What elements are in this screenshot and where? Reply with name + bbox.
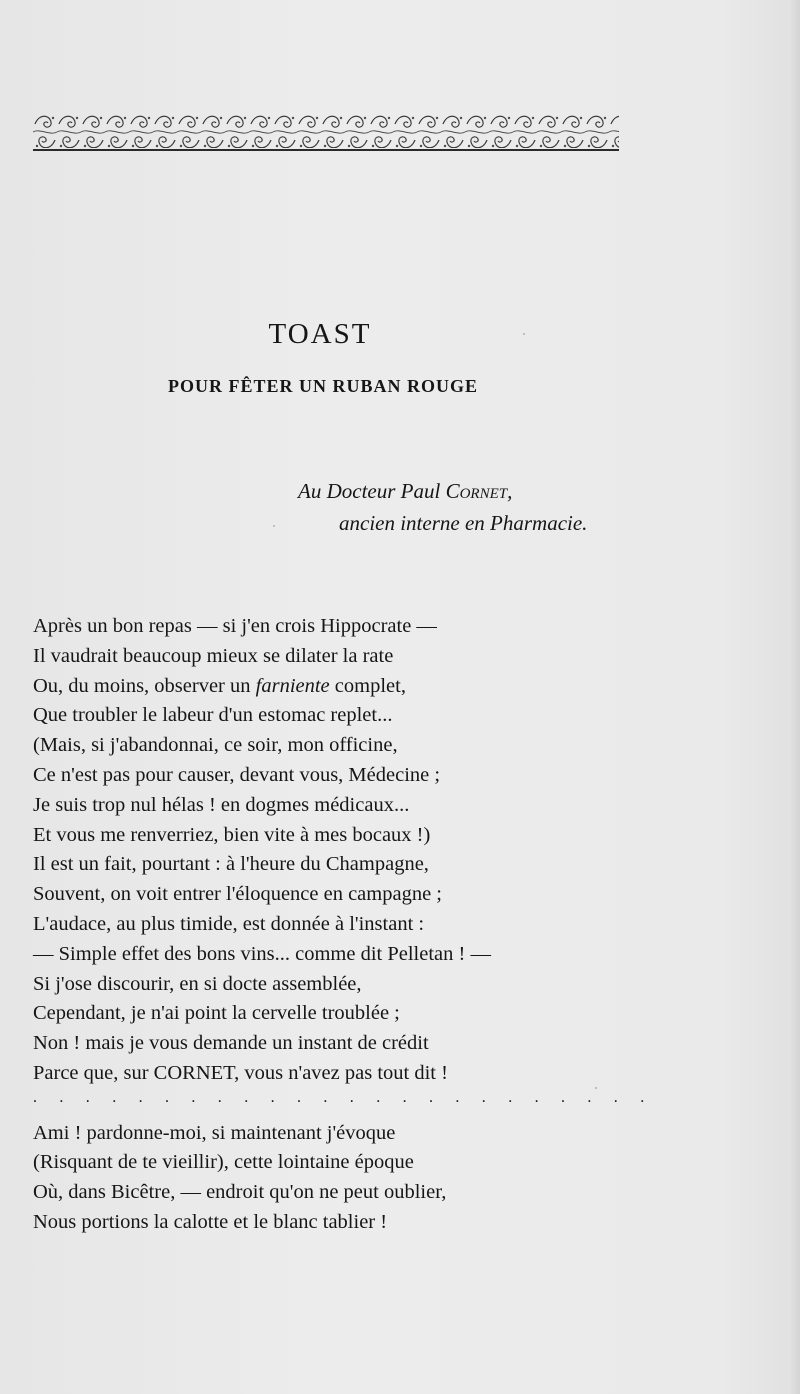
dedication-comma: ,	[507, 479, 513, 503]
dedication-role: ancien interne en	[339, 511, 491, 535]
poem-line-part: Ou, du moins, observer un	[33, 674, 256, 697]
poem-line: — Simple effet des bons vins... comme dit Pelletan ! —	[33, 942, 491, 965]
poem-line: L'audace, au plus timide, est donnée à l'instant :	[33, 912, 425, 935]
poem-body	[33, 612, 654, 1238]
poem-line: Où, dans Bicêtre, — endroit qu'on ne peut oublier,	[33, 1181, 447, 1204]
poem-line	[33, 672, 593, 702]
poem-line-part: complet,	[329, 674, 406, 697]
stanza-separator-dots: . . . . . . . . . . . . . . . . . . . . . . . .	[33, 1088, 654, 1106]
decorative-border-ornament	[33, 112, 619, 152]
dedication-line-2	[339, 511, 587, 536]
paper-speck	[523, 333, 525, 335]
poem-italic-word: farniente	[255, 674, 330, 697]
poem-line: Nous portions la calotte et le blanc tablier !	[33, 1210, 388, 1233]
poem-line: Je suis trop nul hélas ! en dogmes médicaux...	[33, 793, 410, 816]
poem-line: Que troubler le labeur d'un estomac replet...	[33, 704, 393, 727]
dedication-line-1	[298, 479, 512, 504]
poem-line: Il vaudrait beaucoup mieux se dilater la rate	[33, 644, 394, 667]
poem-line: Non ! mais je vous demande un instant de crédit	[33, 1032, 429, 1055]
dedication-name: Cornet	[445, 479, 508, 503]
paper-speck	[273, 525, 275, 527]
poem-subtitle: POUR FÊTER UN RUBAN ROUGE	[167, 376, 478, 396]
poem-line: (Mais, si j'abandonnai, ce soir, mon officine,	[33, 734, 398, 757]
poem-line: Après un bon repas — si j'en crois Hippocrate —	[33, 615, 437, 637]
poem-line: Parce que, sur CORNET, vous n'avez pas tout dit !	[33, 1061, 448, 1084]
poem-line: Souvent, on voit entrer l'éloquence en campagne ;	[33, 883, 442, 906]
paper-speck	[595, 1087, 597, 1089]
poem-line: Ami ! pardonne-moi, si maintenant j'évoque	[33, 1121, 396, 1144]
dedication-prefix: Au Docteur Paul	[298, 479, 446, 503]
page-edge-shadow	[788, 0, 800, 1394]
poem-line: Si j'ose discourir, en si docte assemblée,	[33, 972, 362, 995]
poem-line: (Risquant de te vieillir), cette lointaine époque	[33, 1151, 414, 1174]
dedication-field: Pharmacie.	[490, 511, 588, 535]
poem-line: Et vous me renverriez, bien vite à mes bocaux !)	[33, 823, 431, 846]
poem-line: Ce n'est pas pour causer, devant vous, Médecine ;	[33, 763, 441, 786]
poem-line: Cependant, je n'ai point la cervelle troublée ;	[33, 1002, 400, 1025]
poem-title: TOAST	[268, 318, 372, 350]
poem-line: Il est un fait, pourtant : à l'heure du Champagne,	[33, 853, 429, 876]
